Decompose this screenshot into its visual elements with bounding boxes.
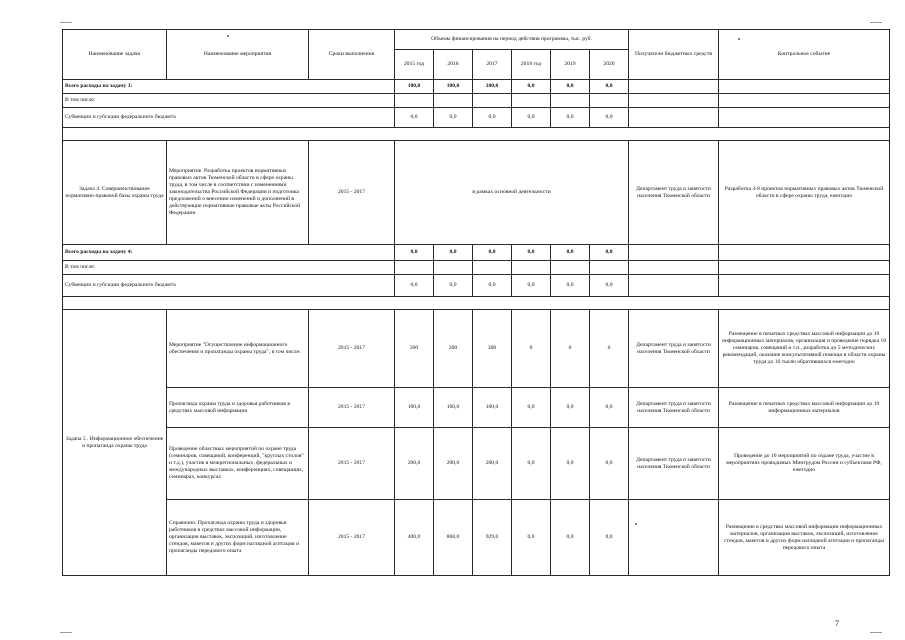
value-cell: 100,0: [395, 80, 434, 94]
value-cell: 0,0: [512, 275, 551, 297]
task5-control-event: Проведение до 10 мероприятий по охране труда, участие в мероприятиях проводимых Минтрудом России и субъектами РФ, ежегодно: [719, 428, 890, 500]
task4-control-event: Разработка 4-8 проектов нормативных правовых актов Тюменской области в сфере охраны труда, ежегодно: [719, 141, 890, 245]
value-cell: 200,0: [473, 428, 512, 500]
value-cell: 100,0: [434, 388, 473, 428]
value-cell: 0,0: [395, 108, 434, 128]
header-year: 2016: [434, 50, 473, 80]
value-cell: 300: [395, 310, 434, 388]
header-activity-name: Наименование мероприятия: [167, 30, 309, 80]
value-cell: 0,0: [512, 428, 551, 500]
value-cell: 0,0: [590, 245, 629, 261]
value-cell: 300: [434, 310, 473, 388]
value-cell: 0,0: [590, 428, 629, 500]
task5-activity: Справочно: Пропаганда охраны труда и здоровья работников в средствах массовой информации, организация выставок, экспозиций, изготовление стендов, макетов и других форм наглядной агитации и пропаганды передового опыта: [167, 500, 309, 576]
task5-activity: Пропаганда охраны труда и здоровья работников в средствах массовой информации: [167, 388, 309, 428]
value-cell: 0,0: [512, 388, 551, 428]
task5-activity: Мероприятие "Осуществление информационного обеспечения и пропаганды охраны труда", в том числе:: [167, 310, 309, 388]
task4-financing-note: в рамках основной деятельности: [395, 141, 629, 245]
task5-terms: 2015 - 2017: [309, 388, 395, 428]
task5-recipient: Департамент труда и занятости населения Тюменской области: [629, 428, 719, 500]
value-cell: 0,0: [434, 108, 473, 128]
value-cell: 0,0: [395, 245, 434, 261]
scan-mark: [60, 632, 72, 633]
task5-recipient: [629, 500, 719, 576]
value-cell: 0,0: [434, 245, 473, 261]
value-cell: 200,0: [434, 428, 473, 500]
task5-control-event: Размещение в печатных средствах массовой информации до 10 информационных материалов, организация и проведение порядка 10 семинаров, совещаний и т.п., разработка до 5 методических рекомендаций, оказание консультативной помощи в области охраны труда до 10 тысяч обратившихся ежегодно: [719, 310, 890, 388]
value-cell: 0,0: [473, 108, 512, 128]
scan-mark: [870, 632, 882, 633]
value-cell: 868,0: [434, 500, 473, 576]
program-financing-table: [62, 29, 890, 576]
task5-activity: Проведение областных мероприятий по охране труда (семинаров, совещаний, конференций, "круглых столов" и т.д.), участие в межрегиональных, федеральных и международных выставках, конференциях, совещаниях, семинарах, конкурсах: [167, 428, 309, 500]
value-cell: 0,0: [551, 388, 590, 428]
task4-total-label: Всего расходы на задачу 4:: [63, 245, 395, 261]
scan-dot: [635, 523, 637, 525]
header-year: 2019: [551, 50, 590, 80]
value-cell: 0,0: [551, 500, 590, 576]
value-cell: 100,0: [395, 388, 434, 428]
value-cell: 300: [473, 310, 512, 388]
value-cell: 100,0: [473, 80, 512, 94]
value-cell: 0,0: [590, 388, 629, 428]
value-cell: 0,0: [512, 108, 551, 128]
task5-terms: 2015 - 2017: [309, 500, 395, 576]
task4-recipient: Департамент труда и занятости населения Тюменской области: [629, 141, 719, 245]
task5-recipient: Департамент труда и занятости населения Тюменской области: [629, 310, 719, 388]
task3-total-label: Всего расходы на задачу 3:: [63, 80, 395, 94]
value-cell: 0,0: [590, 80, 629, 94]
value-cell: 400,0: [395, 500, 434, 576]
value-cell: 0,0: [551, 275, 590, 297]
value-cell: 0,0: [473, 275, 512, 297]
header-year: 2017: [473, 50, 512, 80]
task4-activity: Мероприятие. Разработка проектов нормативных правовых актов Тюменской области в сфере охраны труда, в том числе в соответствии с изменениями законодательства Российской Федерации и подготовка предложений о внесении изменений и дополнений в действующие нормативные правовые акты Российской Федерации: [167, 141, 309, 245]
page-number: 7: [835, 619, 839, 628]
header-control-event: Контрольное событие: [719, 30, 890, 80]
scan-dot: [738, 38, 740, 40]
task5-recipient: Департамент труда и занятости населения Тюменской области: [629, 388, 719, 428]
value-cell: 0,0: [395, 275, 434, 297]
task3-including-label: В том числе:: [63, 94, 395, 108]
header-financing: Объемы финансирования на период действия программы, тыс. руб.: [395, 30, 629, 50]
value-cell: 0,0: [551, 108, 590, 128]
scan-mark: [60, 22, 72, 23]
task4-name: Задача 4. Совершенствование нормативно-правовой базы охраны труда: [63, 141, 167, 245]
value-cell: 929,0: [473, 500, 512, 576]
scan-mark: [870, 22, 882, 23]
task3-subsidy-label: Субвенции и субсидии федерального бюджета: [63, 108, 395, 128]
value-cell: 0,0: [590, 500, 629, 576]
value-cell: 0,0: [590, 108, 629, 128]
value-cell: 0,0: [512, 80, 551, 94]
value-cell: 0,0: [512, 500, 551, 576]
task5-name: Задача 5 . Информационное обеспечение и пропаганда охраны труда: [63, 310, 167, 576]
task4-subsidy-label: Субвенции и субсидии федерального бюджета: [63, 275, 395, 297]
header-year: 2015 год: [395, 50, 434, 80]
value-cell: 0,0: [551, 245, 590, 261]
value-cell: 0,0: [473, 245, 512, 261]
value-cell: 200,0: [395, 428, 434, 500]
task4-terms: 2015 - 2017: [309, 141, 395, 245]
task4-including-label: В том числе:: [63, 261, 395, 275]
header-recipients: Получатели бюджетных средств: [629, 30, 719, 80]
value-cell: 0,0: [590, 275, 629, 297]
task5-terms: 2015 - 2017: [309, 428, 395, 500]
value-cell: 0,0: [434, 275, 473, 297]
task5-control-event: Размещение в средствах массовой информации информационных материалов, организация выставок, экспозиций, изготовление стендов, макетов и других форм наглядной агитации и пропаганды передового опыта: [719, 500, 890, 576]
task5-terms: 2015 - 2017: [309, 310, 395, 388]
value-cell: 0: [590, 310, 629, 388]
value-cell: 0,0: [512, 245, 551, 261]
value-cell: 0: [551, 310, 590, 388]
value-cell: 0,0: [551, 428, 590, 500]
header-terms: Сроки выполнения: [309, 30, 395, 80]
header-year: 2018 год: [512, 50, 551, 80]
value-cell: 100,0: [434, 80, 473, 94]
header-year: 2020: [590, 50, 629, 80]
value-cell: 0: [512, 310, 551, 388]
task5-control-event: Размещение в печатных средствах массовой информации до 10 информационных материалов: [719, 388, 890, 428]
header-task-name: Наименование задачи: [63, 30, 167, 80]
value-cell: 100,0: [473, 388, 512, 428]
scan-dot: [227, 35, 229, 37]
value-cell: 0,0: [551, 80, 590, 94]
